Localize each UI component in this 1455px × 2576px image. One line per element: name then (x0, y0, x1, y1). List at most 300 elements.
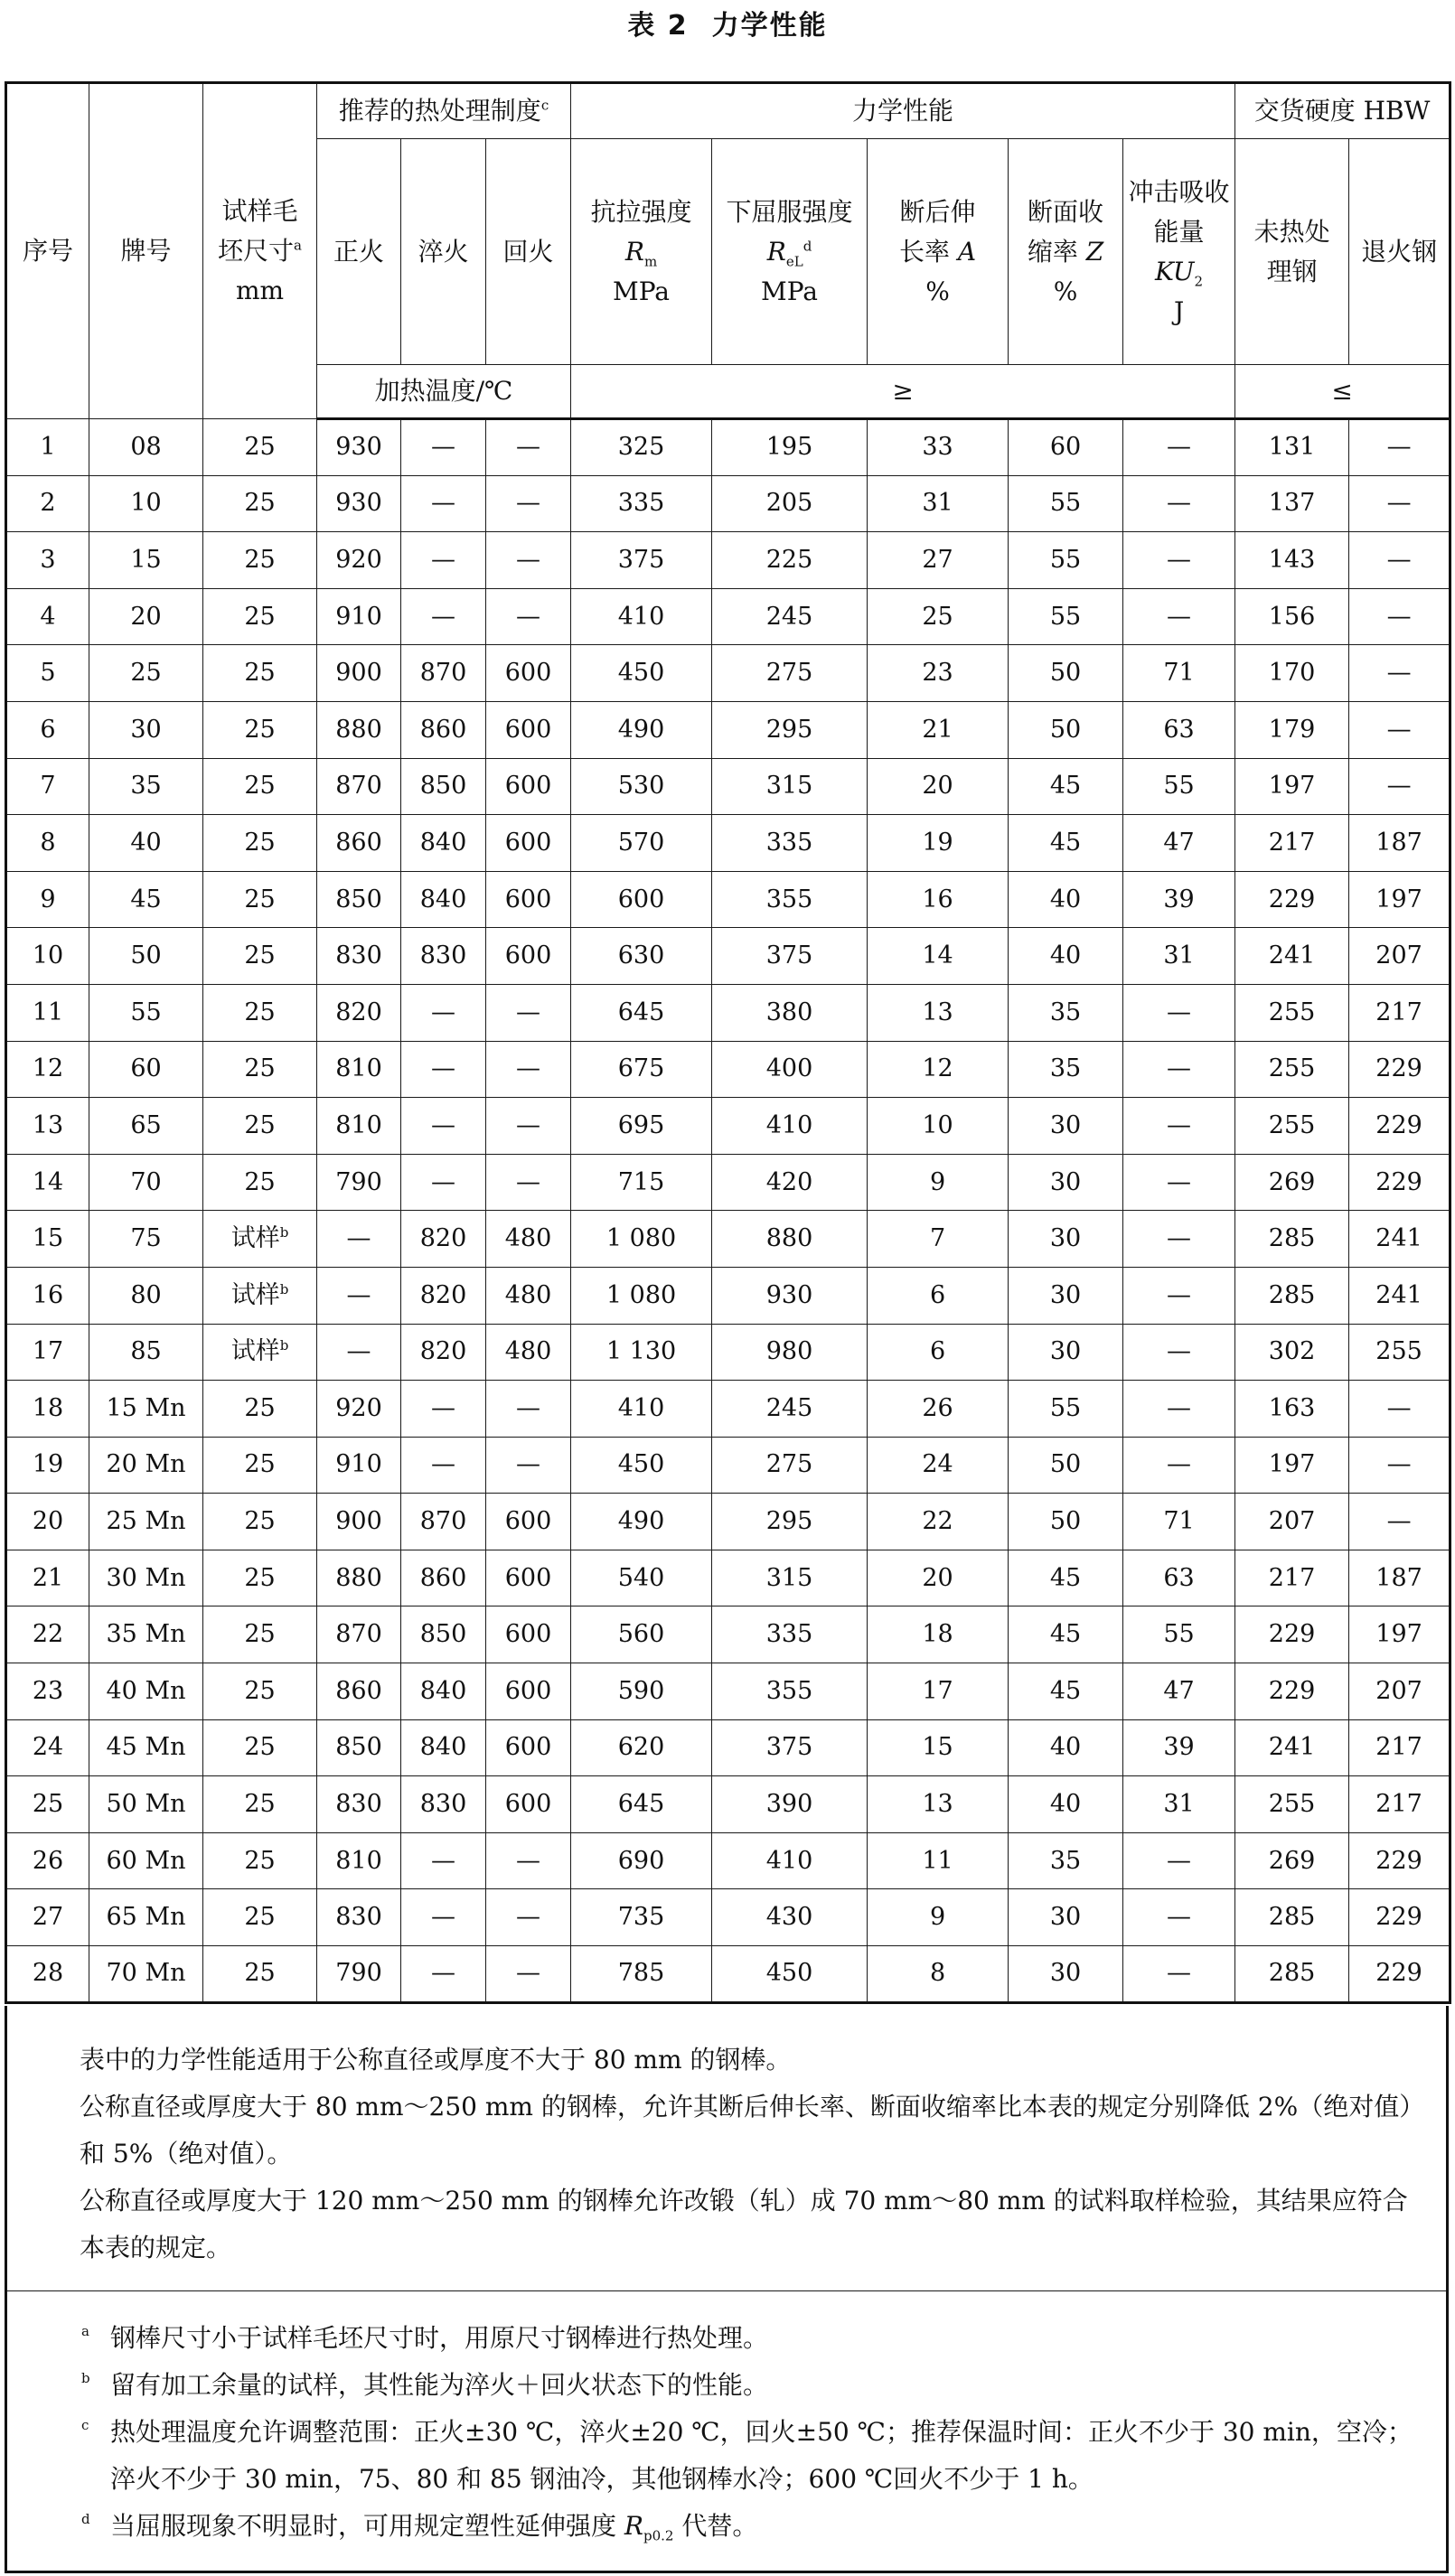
cell-yield: 450 (712, 1946, 868, 2003)
cell-seq: 12 (6, 1041, 89, 1098)
cell-reduction: 60 (1009, 419, 1123, 476)
cell-temper: — (486, 1041, 571, 1098)
cell-tensile: 645 (571, 984, 712, 1041)
cell-elongation: 14 (868, 928, 1009, 985)
cell-grade: 55 (89, 984, 203, 1041)
cell-size: 25 (203, 1832, 317, 1889)
cell-reduction: 55 (1009, 532, 1123, 589)
cell-hardness-annealed: 229 (1349, 1889, 1450, 1946)
cell-normalize: 920 (317, 532, 401, 589)
cell-impact: 31 (1123, 928, 1235, 985)
cell-tensile: 695 (571, 1098, 712, 1155)
cell-size: 25 (203, 701, 317, 758)
cell-temper: — (486, 984, 571, 1041)
cell-quench: 870 (401, 645, 486, 702)
cell-elongation: 15 (868, 1719, 1009, 1776)
cell-size: 25 (203, 475, 317, 532)
cell-hardness-annealed: — (1349, 1381, 1450, 1438)
cell-tensile: 450 (571, 645, 712, 702)
header-heat-treatment: 推荐的热处理制度$^c$ (317, 83, 571, 139)
table-row (6, 475, 1450, 532)
cell-reduction: 30 (1009, 1211, 1123, 1268)
cell-impact: — (1123, 419, 1235, 476)
cell-size: 试样$^b$ (203, 1267, 317, 1324)
cell-quench: 840 (401, 815, 486, 872)
cell-elongation: 6 (868, 1267, 1009, 1324)
cell-seq: 3 (6, 532, 89, 589)
cell-yield: 375 (712, 928, 868, 985)
table-row (6, 1324, 1450, 1381)
cell-grade: 25 Mn (89, 1494, 203, 1550)
cell-temper: — (486, 1832, 571, 1889)
notes-section (5, 2006, 1449, 2573)
cell-grade: 50 Mn (89, 1776, 203, 1833)
cell-quench: — (401, 984, 486, 1041)
cell-impact: — (1123, 1211, 1235, 1268)
cell-seq: 8 (6, 815, 89, 872)
cell-impact: 63 (1123, 701, 1235, 758)
header-yield: 下屈服强度 $R_{eL}^d$ MPa (712, 139, 868, 365)
cell-elongation: 13 (868, 1776, 1009, 1833)
cell-seq: 13 (6, 1098, 89, 1155)
cell-elongation: 24 (868, 1437, 1009, 1494)
cell-hardness-untreated: 229 (1235, 871, 1349, 928)
cell-quench: — (401, 1437, 486, 1494)
cell-tensile: 490 (571, 701, 712, 758)
cell-normalize: 900 (317, 1494, 401, 1550)
cell-reduction: 35 (1009, 1041, 1123, 1098)
cell-tensile: 335 (571, 475, 712, 532)
note-paragraph: 表中的力学性能适用于公称直径或厚度不大于 80 mm 的钢棒。 (80, 2045, 792, 2075)
cell-hardness-annealed: — (1349, 645, 1450, 702)
cell-elongation: 18 (868, 1606, 1009, 1663)
cell-elongation: 21 (868, 701, 1009, 758)
cell-impact: — (1123, 588, 1235, 645)
cell-size: 25 (203, 1606, 317, 1663)
cell-impact: — (1123, 1098, 1235, 1155)
cell-seq: 19 (6, 1437, 89, 1494)
cell-hardness-untreated: 285 (1235, 1946, 1349, 2003)
cell-grade: 35 (89, 758, 203, 815)
cell-yield: 315 (712, 1550, 868, 1606)
cell-temper: 600 (486, 645, 571, 702)
cell-hardness-annealed: — (1349, 532, 1450, 589)
cell-size: 25 (203, 815, 317, 872)
cell-hardness-untreated: 285 (1235, 1889, 1349, 1946)
cell-temper: 600 (486, 1663, 571, 1720)
cell-hardness-untreated: 217 (1235, 1550, 1349, 1606)
cell-hardness-annealed: 197 (1349, 1606, 1450, 1663)
cell-quench: — (401, 1154, 486, 1211)
cell-hardness-annealed: 187 (1349, 815, 1450, 872)
cell-elongation: 12 (868, 1041, 1009, 1098)
cell-impact: 63 (1123, 1550, 1235, 1606)
cell-hardness-untreated: 269 (1235, 1832, 1349, 1889)
cell-elongation: 22 (868, 1494, 1009, 1550)
cell-impact: — (1123, 1041, 1235, 1098)
cell-yield: 335 (712, 1606, 868, 1663)
cell-temper: — (486, 1381, 571, 1438)
cell-yield: 355 (712, 871, 868, 928)
table-row (6, 1832, 1450, 1889)
cell-yield: 275 (712, 1437, 868, 1494)
cell-hardness-annealed: 229 (1349, 1041, 1450, 1098)
cell-quench: — (401, 1946, 486, 2003)
table-row (6, 701, 1450, 758)
table-title (0, 0, 1455, 52)
cell-reduction: 35 (1009, 1832, 1123, 1889)
cell-elongation: 9 (868, 1889, 1009, 1946)
cell-elongation: 27 (868, 532, 1009, 589)
cell-seq: 23 (6, 1663, 89, 1720)
cell-seq: 16 (6, 1267, 89, 1324)
cell-elongation: 10 (868, 1098, 1009, 1155)
cell-normalize: 870 (317, 758, 401, 815)
cell-seq: 1 (6, 419, 89, 476)
cell-seq: 4 (6, 588, 89, 645)
cell-reduction: 45 (1009, 1550, 1123, 1606)
cell-tensile: 630 (571, 928, 712, 985)
header-heating-temp: 加热温度/℃ (317, 365, 571, 419)
cell-quench: — (401, 1041, 486, 1098)
cell-yield: 355 (712, 1663, 868, 1720)
header-blank-size: 试样毛 坯尺寸$^a$ mm (203, 83, 317, 419)
footnote-b: b 留有加工余量的试样，其性能为淬火＋回火状态下的性能。 (81, 2370, 769, 2400)
cell-grade: 60 Mn (89, 1832, 203, 1889)
cell-grade: 25 (89, 645, 203, 702)
cell-normalize: 880 (317, 701, 401, 758)
cell-tensile: 410 (571, 588, 712, 645)
cell-normalize: 830 (317, 928, 401, 985)
cell-grade: 45 (89, 871, 203, 928)
cell-hardness-untreated: 197 (1235, 758, 1349, 815)
cell-quench: 850 (401, 758, 486, 815)
table-row (6, 1606, 1450, 1663)
cell-elongation: 9 (868, 1154, 1009, 1211)
cell-seq: 9 (6, 871, 89, 928)
cell-grade: 10 (89, 475, 203, 532)
cell-impact: 71 (1123, 645, 1235, 702)
cell-hardness-annealed: — (1349, 475, 1450, 532)
cell-impact: 55 (1123, 1606, 1235, 1663)
cell-reduction: 50 (1009, 1437, 1123, 1494)
cell-seq: 7 (6, 758, 89, 815)
cell-hardness-untreated: 255 (1235, 1776, 1349, 1833)
cell-size: 25 (203, 419, 317, 476)
cell-temper: — (486, 1437, 571, 1494)
cell-impact: — (1123, 1154, 1235, 1211)
cell-hardness-annealed: 229 (1349, 1098, 1450, 1155)
cell-hardness-annealed: 207 (1349, 928, 1450, 985)
header-temper: 回火 (486, 139, 571, 365)
cell-grade: 75 (89, 1211, 203, 1268)
cell-size: 试样$^b$ (203, 1211, 317, 1268)
cell-seq: 2 (6, 475, 89, 532)
cell-grade: 15 (89, 532, 203, 589)
cell-yield: 335 (712, 815, 868, 872)
cell-quench: — (401, 419, 486, 476)
table-row (6, 1776, 1450, 1833)
cell-reduction: 30 (1009, 1267, 1123, 1324)
cell-quench: 840 (401, 871, 486, 928)
cell-yield: 410 (712, 1098, 868, 1155)
note-paragraph: 公称直径或厚度大于 80 mm～250 mm 的钢棒，允许其断后伸长率、断面收缩率比本表的规定分别降低 2%（绝对值）和 5%（绝对值）。 (80, 2092, 1425, 2169)
cell-yield: 880 (712, 1211, 868, 1268)
table-caption: 力学性能 (711, 10, 828, 42)
cell-hardness-untreated: 241 (1235, 1719, 1349, 1776)
cell-yield: 295 (712, 701, 868, 758)
header-mechanical: 力学性能 (571, 83, 1235, 139)
cell-normalize: 910 (317, 588, 401, 645)
table-row (6, 758, 1450, 815)
cell-yield: 390 (712, 1776, 868, 1833)
table-row (6, 532, 1450, 589)
table-row (6, 1889, 1450, 1946)
cell-tensile: 715 (571, 1154, 712, 1211)
table-body (6, 419, 1450, 2003)
cell-quench: — (401, 1889, 486, 1946)
cell-tensile: 410 (571, 1381, 712, 1438)
cell-hardness-untreated: 255 (1235, 1041, 1349, 1098)
cell-size: 25 (203, 1098, 317, 1155)
cell-elongation: 17 (868, 1663, 1009, 1720)
cell-hardness-annealed: 255 (1349, 1324, 1450, 1381)
cell-hardness-annealed: — (1349, 588, 1450, 645)
cell-normalize: 830 (317, 1776, 401, 1833)
cell-hardness-untreated: 255 (1235, 984, 1349, 1041)
cell-yield: 430 (712, 1889, 868, 1946)
cell-hardness-untreated: 156 (1235, 588, 1349, 645)
cell-grade: 40 Mn (89, 1663, 203, 1720)
cell-elongation: 8 (868, 1946, 1009, 2003)
cell-hardness-annealed: — (1349, 758, 1450, 815)
cell-temper: — (486, 532, 571, 589)
cell-quench: 820 (401, 1324, 486, 1381)
cell-reduction: 40 (1009, 1719, 1123, 1776)
cell-hardness-annealed: 241 (1349, 1267, 1450, 1324)
cell-elongation: 6 (868, 1324, 1009, 1381)
header-leq: ≤ (1235, 365, 1450, 419)
header-elongation: 断后伸 长率 A % (868, 139, 1009, 365)
cell-elongation: 13 (868, 984, 1009, 1041)
cell-hardness-untreated: 179 (1235, 701, 1349, 758)
header-quench: 淬火 (401, 139, 486, 365)
table-row (6, 1211, 1450, 1268)
cell-normalize: 930 (317, 475, 401, 532)
table-row (6, 1437, 1450, 1494)
cell-size: 25 (203, 1550, 317, 1606)
cell-yield: 275 (712, 645, 868, 702)
header-untreated: 未热处 理钢 (1235, 139, 1349, 365)
cell-grade: 65 (89, 1098, 203, 1155)
cell-grade: 35 Mn (89, 1606, 203, 1663)
cell-reduction: 30 (1009, 1154, 1123, 1211)
cell-grade: 85 (89, 1324, 203, 1381)
cell-tensile: 560 (571, 1606, 712, 1663)
cell-temper: 600 (486, 871, 571, 928)
cell-yield: 410 (712, 1832, 868, 1889)
cell-grade: 65 Mn (89, 1889, 203, 1946)
cell-normalize: 910 (317, 1437, 401, 1494)
cell-size: 25 (203, 1719, 317, 1776)
cell-grade: 70 Mn (89, 1946, 203, 2003)
cell-tensile: 620 (571, 1719, 712, 1776)
header-grade: 牌号 (89, 83, 203, 419)
cell-grade: 30 Mn (89, 1550, 203, 1606)
cell-reduction: 45 (1009, 815, 1123, 872)
cell-size: 25 (203, 1041, 317, 1098)
cell-impact: — (1123, 1946, 1235, 2003)
cell-elongation: 16 (868, 871, 1009, 928)
cell-impact: 71 (1123, 1494, 1235, 1550)
cell-reduction: 50 (1009, 645, 1123, 702)
cell-yield: 205 (712, 475, 868, 532)
cell-hardness-untreated: 163 (1235, 1381, 1349, 1438)
cell-impact: — (1123, 1832, 1235, 1889)
cell-yield: 930 (712, 1267, 868, 1324)
cell-quench: 830 (401, 928, 486, 985)
cell-grade: 80 (89, 1267, 203, 1324)
cell-normalize: 930 (317, 419, 401, 476)
cell-normalize: 850 (317, 1719, 401, 1776)
cell-impact: — (1123, 475, 1235, 532)
cell-size: 25 (203, 588, 317, 645)
cell-grade: 15 Mn (89, 1381, 203, 1438)
cell-hardness-untreated: 217 (1235, 815, 1349, 872)
cell-impact: 55 (1123, 758, 1235, 815)
header-annealed: 退火钢 (1349, 139, 1450, 365)
cell-temper: 600 (486, 1776, 571, 1833)
cell-normalize: 870 (317, 1606, 401, 1663)
cell-quench: 870 (401, 1494, 486, 1550)
cell-temper: 600 (486, 701, 571, 758)
cell-temper: 600 (486, 928, 571, 985)
cell-reduction: 45 (1009, 1663, 1123, 1720)
cell-hardness-untreated: 285 (1235, 1211, 1349, 1268)
cell-reduction: 35 (1009, 984, 1123, 1041)
cell-tensile: 690 (571, 1832, 712, 1889)
cell-grade: 40 (89, 815, 203, 872)
cell-hardness-annealed: 241 (1349, 1211, 1450, 1268)
cell-normalize: 830 (317, 1889, 401, 1946)
cell-impact: — (1123, 1889, 1235, 1946)
cell-tensile: 600 (571, 871, 712, 928)
cell-normalize: 880 (317, 1550, 401, 1606)
cell-impact: — (1123, 1267, 1235, 1324)
cell-hardness-untreated: 285 (1235, 1267, 1349, 1324)
cell-seq: 20 (6, 1494, 89, 1550)
cell-size: 25 (203, 1663, 317, 1720)
table-row (6, 419, 1450, 476)
cell-reduction: 55 (1009, 588, 1123, 645)
cell-tensile: 1 130 (571, 1324, 712, 1381)
cell-hardness-untreated: 143 (1235, 532, 1349, 589)
cell-reduction: 40 (1009, 1776, 1123, 1833)
cell-size: 25 (203, 758, 317, 815)
cell-hardness-untreated: 302 (1235, 1324, 1349, 1381)
cell-hardness-annealed: 229 (1349, 1154, 1450, 1211)
table-row (6, 588, 1450, 645)
cell-hardness-untreated: 131 (1235, 419, 1349, 476)
table-row (6, 1381, 1450, 1438)
cell-tensile: 675 (571, 1041, 712, 1098)
cell-temper: — (486, 419, 571, 476)
table-row (6, 928, 1450, 985)
cell-yield: 195 (712, 419, 868, 476)
cell-yield: 245 (712, 588, 868, 645)
cell-hardness-annealed: — (1349, 1494, 1450, 1550)
cell-size: 25 (203, 645, 317, 702)
cell-seq: 22 (6, 1606, 89, 1663)
cell-tensile: 785 (571, 1946, 712, 2003)
cell-reduction: 50 (1009, 1494, 1123, 1550)
cell-normalize: 860 (317, 1663, 401, 1720)
table-row (6, 815, 1450, 872)
header-geq: ≥ (571, 365, 1235, 419)
table-row (6, 1267, 1450, 1324)
cell-tensile: 590 (571, 1663, 712, 1720)
cell-normalize: 860 (317, 815, 401, 872)
cell-hardness-annealed: 217 (1349, 1719, 1450, 1776)
table-row (6, 1041, 1450, 1098)
cell-hardness-annealed: 197 (1349, 871, 1450, 928)
cell-hardness-untreated: 197 (1235, 1437, 1349, 1494)
cell-temper: — (486, 1889, 571, 1946)
cell-impact: — (1123, 1381, 1235, 1438)
cell-reduction: 55 (1009, 475, 1123, 532)
cell-yield: 980 (712, 1324, 868, 1381)
cell-impact: 39 (1123, 1719, 1235, 1776)
cell-elongation: 26 (868, 1381, 1009, 1438)
cell-reduction: 30 (1009, 1889, 1123, 1946)
cell-quench: — (401, 1381, 486, 1438)
cell-size: 25 (203, 1889, 317, 1946)
cell-tensile: 490 (571, 1494, 712, 1550)
cell-reduction: 45 (1009, 758, 1123, 815)
cell-yield: 420 (712, 1154, 868, 1211)
cell-tensile: 1 080 (571, 1267, 712, 1324)
cell-size: 25 (203, 1946, 317, 2003)
cell-grade: 20 Mn (89, 1437, 203, 1494)
cell-seq: 24 (6, 1719, 89, 1776)
table-row (6, 1946, 1450, 2003)
cell-elongation: 11 (868, 1832, 1009, 1889)
table-row (6, 1719, 1450, 1776)
cell-hardness-annealed: 229 (1349, 1946, 1450, 2003)
cell-quench: 820 (401, 1211, 486, 1268)
cell-yield: 245 (712, 1381, 868, 1438)
cell-grade: 45 Mn (89, 1719, 203, 1776)
cell-hardness-annealed: 217 (1349, 984, 1450, 1041)
cell-size: 试样$^b$ (203, 1324, 317, 1381)
cell-tensile: 735 (571, 1889, 712, 1946)
cell-grade: 08 (89, 419, 203, 476)
cell-tensile: 540 (571, 1550, 712, 1606)
cell-tensile: 645 (571, 1776, 712, 1833)
cell-yield: 380 (712, 984, 868, 1041)
cell-temper: — (486, 588, 571, 645)
cell-normalize: — (317, 1267, 401, 1324)
cell-yield: 295 (712, 1494, 868, 1550)
cell-hardness-untreated: 207 (1235, 1494, 1349, 1550)
cell-temper: 480 (486, 1324, 571, 1381)
cell-tensile: 530 (571, 758, 712, 815)
cell-yield: 315 (712, 758, 868, 815)
cell-temper: — (486, 475, 571, 532)
cell-normalize: 810 (317, 1041, 401, 1098)
table-row (6, 1663, 1450, 1720)
cell-grade: 60 (89, 1041, 203, 1098)
